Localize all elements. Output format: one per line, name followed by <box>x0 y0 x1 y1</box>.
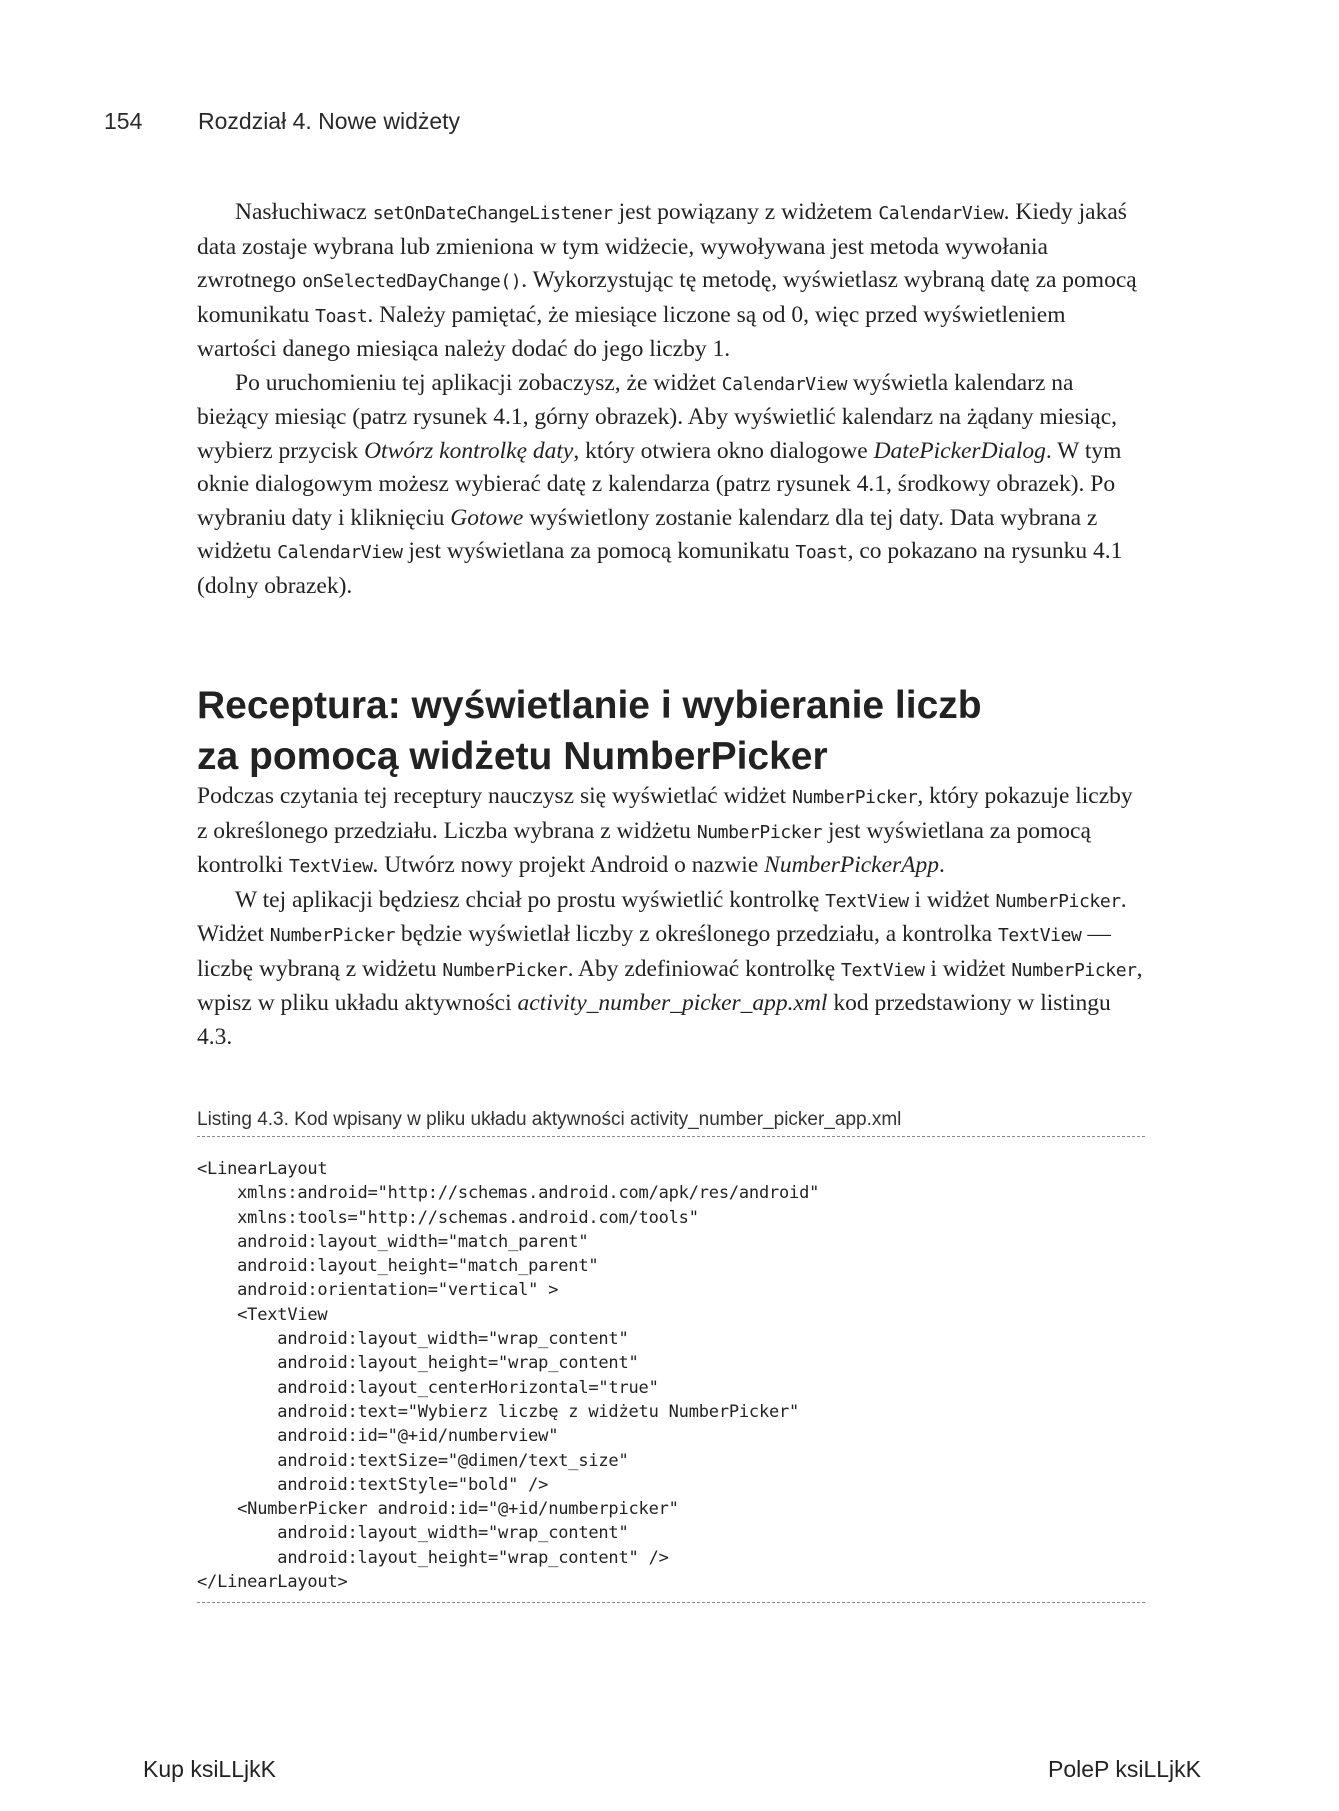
text-run: Nasłuchiwacz <box>235 199 373 225</box>
listing-caption: Listing 4.3. Kod wpisany w pliku układu aktywności activity_number_picker_app.xml <box>197 1109 1145 1137</box>
text-run: . Aby zdefiniować kontrolkę <box>567 955 842 982</box>
text-run: Po uruchomieniu tej aplikacji zobaczysz, że widżet <box>235 369 722 396</box>
code-inline: TextView <box>289 856 373 877</box>
chapter-title: Rozdział 4. Nowe widżety <box>198 108 461 134</box>
code-inline: Toast <box>315 305 368 327</box>
page-number: 154 <box>104 108 143 134</box>
text-run: jest wyświetlana za pomocą kontrolki <box>197 817 1091 878</box>
code-inline: TextView <box>825 890 909 912</box>
paragraph-layout <box>197 884 1147 1055</box>
italic-text: Otwórz kontrolkę daty <box>364 437 574 464</box>
text-run: . Należy pamiętać, że miesiące liczone są od 0, więc przed wyświetleniem wartości danego miesiąca należy dodać do jego liczby 1. <box>197 301 1066 362</box>
text-run: , wpisz w pliku układu aktywności <box>197 955 1143 1016</box>
italic-text: NumberPickerApp <box>764 852 940 878</box>
code-inline: CalendarView <box>721 373 848 395</box>
code-inline: NumberPicker <box>1011 959 1137 981</box>
footer-recommend-book-link[interactable]: PoleP ksiLLjkK <box>1048 1756 1201 1782</box>
page-header <box>104 108 460 135</box>
italic-text: activity_number_picker_app.xml <box>517 990 828 1016</box>
code-inline: NumberPicker <box>269 925 396 946</box>
text-run: będzie wyświetlał liczby z określonego przedziału, a kontrolka <box>395 921 998 947</box>
text-run: jest powiązany z widżetem <box>612 199 879 225</box>
paragraph-run-app <box>197 367 1147 604</box>
code-inline: TextView <box>841 959 925 981</box>
text-run: Podczas czytania tej receptury nauczysz się wyświetlać widżet <box>197 783 793 809</box>
text-run: — liczbę wybraną z widżetu <box>197 921 1111 982</box>
heading-line: za pomocą widżetu NumberPicker <box>197 735 828 778</box>
text-run: jest wyświetlana za pomocą komunikatu <box>402 538 796 564</box>
code-inline: TextView <box>998 925 1082 946</box>
text-run: wyświetla kalendarz na bieżący miesiąc (patrz rysunek 4.1, górny obrazek). Aby wyświetlić kalendarz na żądany miesiąc, wybierz przycisk <box>197 369 1118 464</box>
text-run: wyświetlony zostanie kalendarz dla tej daty. Data wybrana z widżetu <box>197 504 1098 564</box>
text-run: , który otwiera okno dialogowe <box>573 437 874 464</box>
code-inline: CalendarView <box>277 542 403 563</box>
text-run: . Kiedy jakaś data zostaje wybrana lub zmieniona w tym widżecie, wywoływana jest metoda wywołania zwrotnego <box>197 199 1127 293</box>
code-inline: Toast <box>795 542 848 563</box>
paragraph-listener <box>197 196 1147 367</box>
heading-line: Receptura: wyświetlanie i wybieranie liczb <box>197 684 982 727</box>
section-numberpicker-text <box>197 780 1147 1054</box>
code-inline: CalendarView <box>878 203 1004 224</box>
code-inline: NumberPicker <box>995 890 1121 912</box>
text-run: . W tym oknie dialogowym możesz wybierać datę z kalendarza (patrz rysunek 4.1, środkowy obrazek). Po wybraniu daty i kliknięciu <box>197 437 1122 531</box>
text-run: . Wykorzystując tę metodę, wyświetlasz wybraną datę za pomocą komunikatu <box>197 267 1137 328</box>
paragraph-intro <box>197 780 1147 884</box>
text-run: . Utwórz nowy projekt Android o nazwie <box>372 852 765 878</box>
text-run: , co pokazano na rysunku 4.1 (dolny obrazek). <box>197 538 1123 599</box>
text-run: , który pokazuje liczby z określonego przedziału. Liczba wybrana z widżetu <box>197 783 1133 844</box>
code-inline: NumberPicker <box>696 821 823 843</box>
section-heading <box>197 680 982 782</box>
code-inline: NumberPicker <box>442 959 568 981</box>
text-run: i widżet <box>908 886 996 913</box>
section-calendar-text <box>197 196 1147 603</box>
code-listing: <LinearLayout xmlns:android="http://schemas.android.com/apk/res/android" xmlns:tools="http://schemas.android.com/tools" android:layout_width="match_parent" android:layout_height="match_parent" android:orientation="vertical" > <TextView android:layout_width="wrap_content" android:layout_height="wrap_content" android:layout_centerHorizontal="true" android:text="Wybierz liczbę z widżetu NumberPicker" android:id="@+id/numberview" android:textSize="@dimen/text_size" android:textStyle="bold" /> <NumberPicker android:id="@+id/numberpicker" android:layout_width="wrap_content" android:layout_height="wrap_content" /> </LinearLayout> <box>197 1159 820 1593</box>
text-run: . Widżet <box>197 886 1127 947</box>
italic-text: DatePickerDialog <box>873 437 1046 464</box>
code-inline: NumberPicker <box>792 787 918 808</box>
text-run: i widżet <box>924 955 1012 982</box>
italic-text: Gotowe <box>450 504 524 531</box>
code-inline: onSelectedDayChange() <box>302 271 522 292</box>
text-run: kod przedstawiony w listingu 4.3. <box>197 990 1111 1050</box>
text-run: . <box>939 852 945 878</box>
text-run: W tej aplikacji będziesz chciał po prostu wyświetlić kontrolkę <box>235 886 826 913</box>
footer-buy-book-link[interactable]: Kup ksiLLjkK <box>143 1756 276 1782</box>
listing-divider <box>197 1602 1145 1603</box>
code-inline: setOnDateChangeListener <box>372 203 613 224</box>
